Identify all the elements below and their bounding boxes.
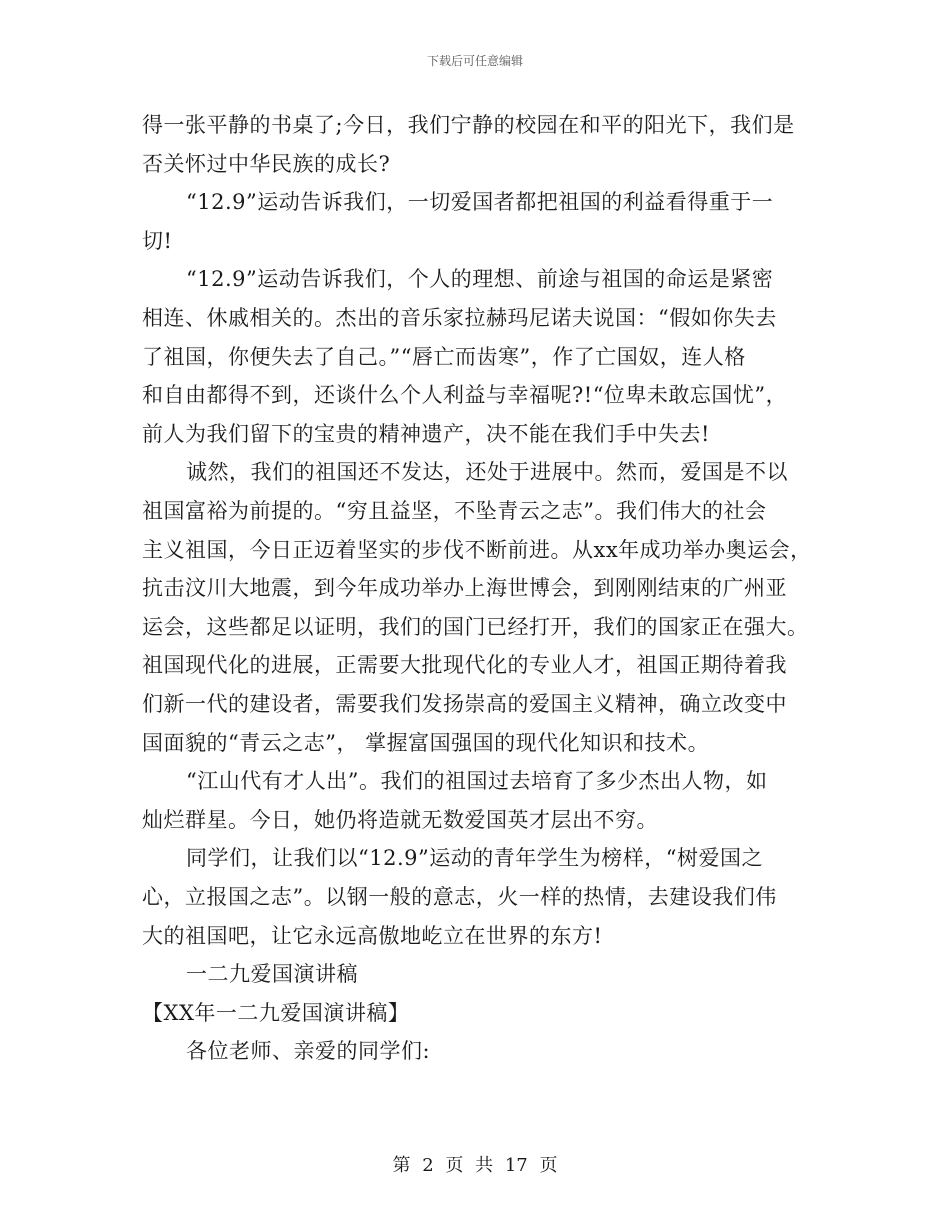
text-line: 抗击汶川大地震，到今年成功举办上海世博会，到刚刚结束的广州亚 [142,576,787,601]
text-line: 各位老师、亲爱的同学们: [186,1039,431,1064]
text-line: 一二九爱国演讲稿 [186,962,358,987]
text-line: “12.9”运动告诉我们，个人的理想、前途与祖国的命运是紧密 [186,267,774,292]
text-line: 了祖国，你便失去了自己。”“唇亡而齿寒”，作了亡国奴，连人格 [142,344,746,369]
text-line: 相连、休戚相关的。杰出的音乐家拉赫玛尼诺夫说国：“假如你失去 [142,306,777,330]
page-header-note: 下载后可任意编辑 [426,54,523,68]
text-line: 和自由都得不到，还谈什么个人利益与幸福呢?!“位卑未敢忘国忧”， [142,383,788,408]
text-line: 心，立报国之志”。以钢一般的意志，火一样的热情，去建设我们伟 [142,885,777,909]
text-line: 【XX年一二九爱国演讲稿】 [142,1000,410,1025]
text-line: “江山代有才人出”。我们的祖国过去培育了多少杰出人物，如 [186,769,768,794]
text-line: 得一张平静的书桌了;今日，我们宁静的校园在和平的阳光下，我们是 [142,113,795,137]
text-line: 主义祖国，今日正迈着坚实的步伐不断前进。从xx年成功举办奥运会， [142,537,812,562]
text-line: 国面貌的“青云之志”， 掌握富国强国的现代化知识和技术。 [142,730,710,755]
text-line: 祖国富裕为前提的。“穷且益坚，不坠青云之志”。我们伟大的社会 [142,499,767,523]
text-line: 否关怀过中华民族的成长? [142,151,391,176]
text-line: 灿烂群星。今日，她仍将造就无数爱国英才层出不穷。 [142,807,658,832]
text-line: 们新一代的建设者，需要我们发扬崇高的爱国主义精神，确立改变中 [142,692,787,716]
text-line: 切! [142,228,173,253]
page-number-footer: 第 2 页 共 17 页 [392,1155,558,1176]
text-line: “12.9”运动告诉我们，一切爱国者都把祖国的利益看得重于一 [186,190,774,215]
text-line: 诚然，我们的祖国还不发达，还处于进展中。然而，爱国是不以 [186,460,788,485]
text-line: 前人为我们留下的宝贵的精神遗产，决不能在我们手中失去! [142,421,710,446]
text-line: 祖国现代化的进展，正需要大批现代化的专业人才，祖国正期待着我 [142,653,787,678]
text-line: 大的祖国吧，让它永远高傲地屹立在世界的东方! [142,923,603,948]
text-line: 运会，这些都足以证明，我们的国门已经打开，我们的国家正在强大。 [142,614,809,639]
text-line: 同学们，让我们以“12.9”运动的青年学生为榜样，“树爱国之 [186,846,763,871]
